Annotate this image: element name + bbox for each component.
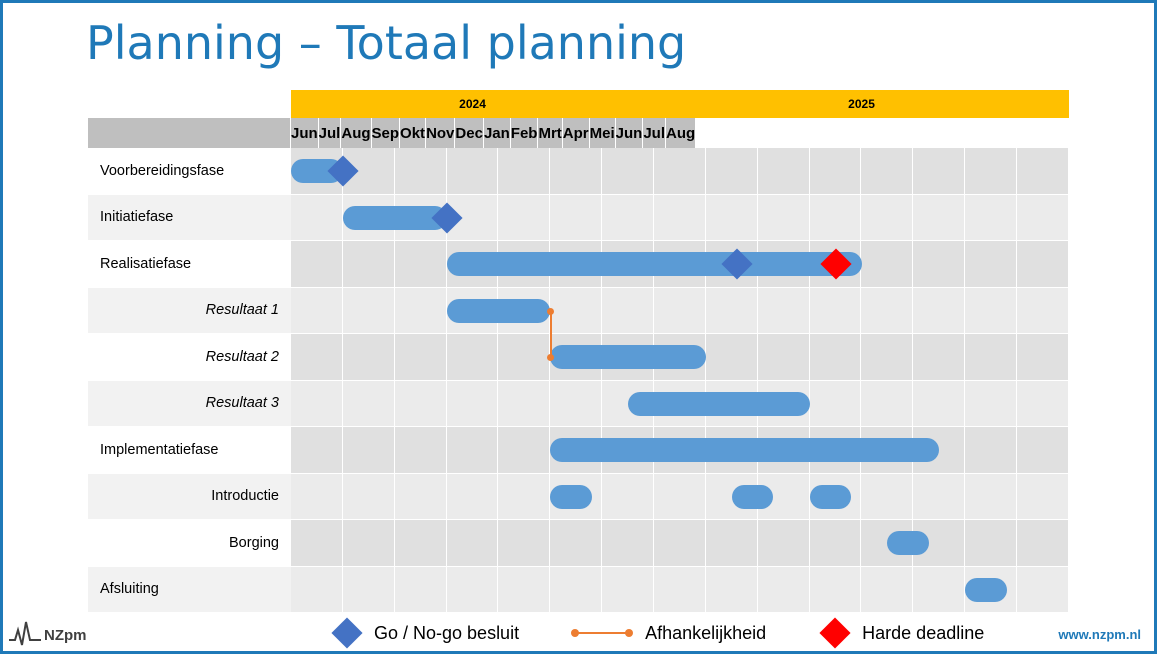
- grid-cell: [395, 195, 447, 242]
- grid-cell: [550, 567, 602, 614]
- task-label: [88, 334, 291, 381]
- grid-cell: [395, 474, 447, 521]
- task-label: [88, 520, 291, 567]
- grid-cell: [1017, 288, 1069, 335]
- grid-cell: [602, 195, 654, 242]
- grid-cell: [602, 334, 654, 381]
- grid-cell: [550, 334, 602, 381]
- grid-cell: [291, 520, 343, 567]
- grid-cell: [758, 381, 810, 428]
- legend-label-deadline: Harde deadline: [862, 622, 985, 643]
- task-label-text: Resultaat 3: [205, 395, 279, 412]
- grid-cell: [913, 195, 965, 242]
- grid-cell: [706, 195, 758, 242]
- grid-cell: [602, 474, 654, 521]
- grid-cell: [447, 567, 499, 614]
- grid-cell: [913, 567, 965, 614]
- task-label-text: Implementatiefase: [100, 441, 219, 458]
- gantt-chart: [88, 90, 1069, 613]
- grid-cell: [965, 381, 1017, 428]
- task-label: [88, 427, 291, 474]
- grid-cell: [758, 148, 810, 195]
- grid-cell: [498, 567, 550, 614]
- grid-cell: [498, 427, 550, 474]
- legend-item-deadline: [818, 622, 984, 644]
- month-header-apr: Apr: [563, 118, 590, 148]
- month-header-mei: Mei: [590, 118, 616, 148]
- grid-cell: [498, 288, 550, 335]
- legend-item-go-nogo: [330, 622, 519, 644]
- grid-cell: [550, 288, 602, 335]
- grid-cell: [861, 381, 913, 428]
- task-label: [88, 148, 291, 195]
- grid-cell: [965, 288, 1017, 335]
- grid-cell: [602, 520, 654, 567]
- grid-cell: [706, 148, 758, 195]
- grid-cell: [395, 334, 447, 381]
- grid-cell: [810, 148, 862, 195]
- grid-cell: [498, 520, 550, 567]
- grid-cell: [447, 381, 499, 428]
- month-header-mrt: Mrt: [538, 118, 562, 148]
- legend: [330, 622, 984, 644]
- grid-cell: [965, 427, 1017, 474]
- grid-cell: [343, 427, 395, 474]
- grid-cell: [291, 148, 343, 195]
- grid-cell: [602, 567, 654, 614]
- grid-cell: [965, 334, 1017, 381]
- legend-item-dependency: [571, 623, 766, 644]
- grid-cell: [291, 195, 343, 242]
- gantt-row: [88, 567, 1069, 614]
- grid-cell: [706, 241, 758, 288]
- gantt-row: [88, 148, 1069, 195]
- grid-cell: [343, 381, 395, 428]
- task-label-text: Realisatiefase: [100, 255, 192, 272]
- grid-cell: [602, 427, 654, 474]
- grid-cell: [861, 567, 913, 614]
- gantt-row: [88, 288, 1069, 335]
- grid-cell: [395, 567, 447, 614]
- grid-cell: [913, 381, 965, 428]
- logo: [8, 616, 87, 646]
- grid-cell: [550, 474, 602, 521]
- grid-cell: [810, 288, 862, 335]
- year-label-2024: 2024: [291, 90, 654, 118]
- grid-cell: [550, 241, 602, 288]
- grid-cell: [447, 195, 499, 242]
- month-header-jan: Jan: [484, 118, 511, 148]
- grid-cell: [602, 288, 654, 335]
- grid-cell: [758, 427, 810, 474]
- grid-cell: [810, 474, 862, 521]
- grid-cell: [654, 381, 706, 428]
- grid-cell: [706, 427, 758, 474]
- grid-cell: [654, 567, 706, 614]
- grid-cell: [654, 520, 706, 567]
- grid-cell: [291, 427, 343, 474]
- grid-cell: [343, 520, 395, 567]
- grid-cell: [550, 195, 602, 242]
- grid-cell: [758, 474, 810, 521]
- month-header-jun: Jun: [291, 118, 319, 148]
- month-header-spacer: [88, 118, 291, 148]
- grid-cell: [758, 520, 810, 567]
- grid-cell: [861, 148, 913, 195]
- gantt-row: [88, 474, 1069, 521]
- grid-cell: [1017, 381, 1069, 428]
- grid-cell: [447, 241, 499, 288]
- red-diamond-icon: [820, 617, 851, 648]
- task-label: [88, 241, 291, 288]
- month-header-feb: Feb: [511, 118, 539, 148]
- task-label-text: Resultaat 1: [205, 302, 279, 319]
- grid-cell: [498, 381, 550, 428]
- grid-cell: [706, 288, 758, 335]
- grid-cell: [1017, 195, 1069, 242]
- task-label: [88, 195, 291, 242]
- grid-cell: [654, 334, 706, 381]
- grid-cell: [965, 241, 1017, 288]
- grid-cell: [861, 427, 913, 474]
- month-header-sep: Sep: [372, 118, 401, 148]
- grid-cell: [706, 567, 758, 614]
- grid-cell: [447, 288, 499, 335]
- grid-cell: [706, 520, 758, 567]
- year-header-spacer: [88, 90, 291, 118]
- blue-diamond-icon: [331, 617, 362, 648]
- grid-cell: [1017, 427, 1069, 474]
- month-header-jun: Jun: [616, 118, 644, 148]
- grid-cell: [654, 148, 706, 195]
- grid-cell: [1017, 148, 1069, 195]
- grid-cell: [810, 427, 862, 474]
- grid-cell: [861, 241, 913, 288]
- grid-cell: [498, 148, 550, 195]
- grid-cell: [913, 427, 965, 474]
- month-header-aug: Aug: [341, 118, 371, 148]
- grid-cell: [706, 334, 758, 381]
- task-label-text: Initiatiefase: [100, 209, 174, 226]
- grid-cell: [654, 195, 706, 242]
- grid-cell: [706, 474, 758, 521]
- grid-cell: [447, 474, 499, 521]
- grid-cell: [291, 288, 343, 335]
- task-label-text: Resultaat 2: [205, 348, 279, 365]
- grid-cell: [965, 148, 1017, 195]
- grid-cell: [395, 148, 447, 195]
- grid-cell: [498, 241, 550, 288]
- month-header-row: [88, 118, 1069, 148]
- grid-cell: [913, 241, 965, 288]
- grid-cell: [447, 427, 499, 474]
- dependency-link-icon: [571, 628, 633, 638]
- grid-cell: [861, 288, 913, 335]
- grid-cell: [602, 241, 654, 288]
- grid-cell: [913, 474, 965, 521]
- grid-cell: [343, 148, 395, 195]
- grid-cell: [1017, 567, 1069, 614]
- grid-cell: [654, 474, 706, 521]
- grid-cell: [1017, 520, 1069, 567]
- grid-cell: [447, 148, 499, 195]
- gantt-row: [88, 520, 1069, 567]
- grid-cell: [913, 520, 965, 567]
- grid-cell: [602, 148, 654, 195]
- grid-cell: [447, 334, 499, 381]
- task-label: [88, 567, 291, 614]
- grid-cell: [965, 567, 1017, 614]
- grid-cell: [343, 195, 395, 242]
- task-label-text: Afsluiting: [100, 581, 159, 598]
- month-header-aug: Aug: [666, 118, 696, 148]
- grid-cell: [758, 195, 810, 242]
- grid-cell: [861, 474, 913, 521]
- grid-cell: [550, 381, 602, 428]
- gantt-row: [88, 334, 1069, 381]
- grid-cell: [395, 381, 447, 428]
- gantt-row: [88, 241, 1069, 288]
- grid-cell: [810, 567, 862, 614]
- grid-cell: [758, 288, 810, 335]
- grid-cell: [965, 195, 1017, 242]
- task-label-text: Voorbereidingsfase: [100, 162, 225, 179]
- grid-cell: [758, 567, 810, 614]
- grid-cell: [602, 381, 654, 428]
- grid-cell: [810, 241, 862, 288]
- grid-cell: [498, 195, 550, 242]
- grid-cell: [343, 334, 395, 381]
- grid-cell: [861, 195, 913, 242]
- gantt-row: [88, 427, 1069, 474]
- grid-cell: [447, 520, 499, 567]
- gantt-row: [88, 195, 1069, 242]
- gantt-row: [88, 381, 1069, 428]
- year-header-row: [88, 90, 1069, 118]
- grid-cell: [395, 427, 447, 474]
- month-header-dec: Dec: [455, 118, 484, 148]
- task-label-text: Introductie: [211, 488, 279, 505]
- logo-text: NZpm: [44, 627, 87, 644]
- grid-cell: [291, 474, 343, 521]
- task-label: [88, 474, 291, 521]
- grid-cell: [550, 427, 602, 474]
- grid-cell: [913, 288, 965, 335]
- grid-cell: [1017, 474, 1069, 521]
- grid-cell: [913, 334, 965, 381]
- grid-cell: [706, 381, 758, 428]
- legend-label-go-nogo: Go / No-go besluit: [374, 622, 520, 643]
- grid-cell: [654, 288, 706, 335]
- grid-cell: [1017, 334, 1069, 381]
- grid-cell: [810, 381, 862, 428]
- task-label: [88, 288, 291, 335]
- grid-cell: [343, 241, 395, 288]
- grid-cell: [291, 381, 343, 428]
- grid-cell: [550, 520, 602, 567]
- grid-cell: [291, 567, 343, 614]
- website-link[interactable]: www.nzpm.nl: [1058, 627, 1141, 642]
- task-label-text: Borging: [229, 534, 279, 551]
- legend-label-dependency: Afhankelijkheid: [645, 622, 767, 643]
- grid-cell: [758, 241, 810, 288]
- year-label-2025: 2025: [654, 90, 1069, 118]
- grid-cell: [395, 520, 447, 567]
- grid-cell: [550, 148, 602, 195]
- grid-cell: [343, 474, 395, 521]
- grid-cell: [395, 288, 447, 335]
- grid-cell: [965, 520, 1017, 567]
- grid-cell: [965, 474, 1017, 521]
- grid-cell: [343, 567, 395, 614]
- grid-cell: [1017, 241, 1069, 288]
- grid-cell: [395, 241, 447, 288]
- task-label: [88, 381, 291, 428]
- heartbeat-icon: [8, 616, 42, 646]
- grid-cell: [861, 334, 913, 381]
- grid-cell: [498, 474, 550, 521]
- grid-cell: [291, 241, 343, 288]
- month-header-jul: Jul: [319, 118, 342, 148]
- grid-cell: [498, 334, 550, 381]
- grid-cell: [654, 241, 706, 288]
- grid-cell: [810, 195, 862, 242]
- grid-cell: [654, 427, 706, 474]
- gantt-grid: [88, 148, 1069, 613]
- grid-cell: [291, 334, 343, 381]
- grid-cell: [810, 520, 862, 567]
- month-header-okt: Okt: [400, 118, 426, 148]
- month-header-jul: Jul: [643, 118, 666, 148]
- month-header-nov: Nov: [426, 118, 455, 148]
- grid-cell: [913, 148, 965, 195]
- grid-cell: [758, 334, 810, 381]
- grid-cell: [343, 288, 395, 335]
- grid-cell: [861, 520, 913, 567]
- page-title: Planning – Totaal planning: [86, 16, 687, 70]
- grid-cell: [810, 334, 862, 381]
